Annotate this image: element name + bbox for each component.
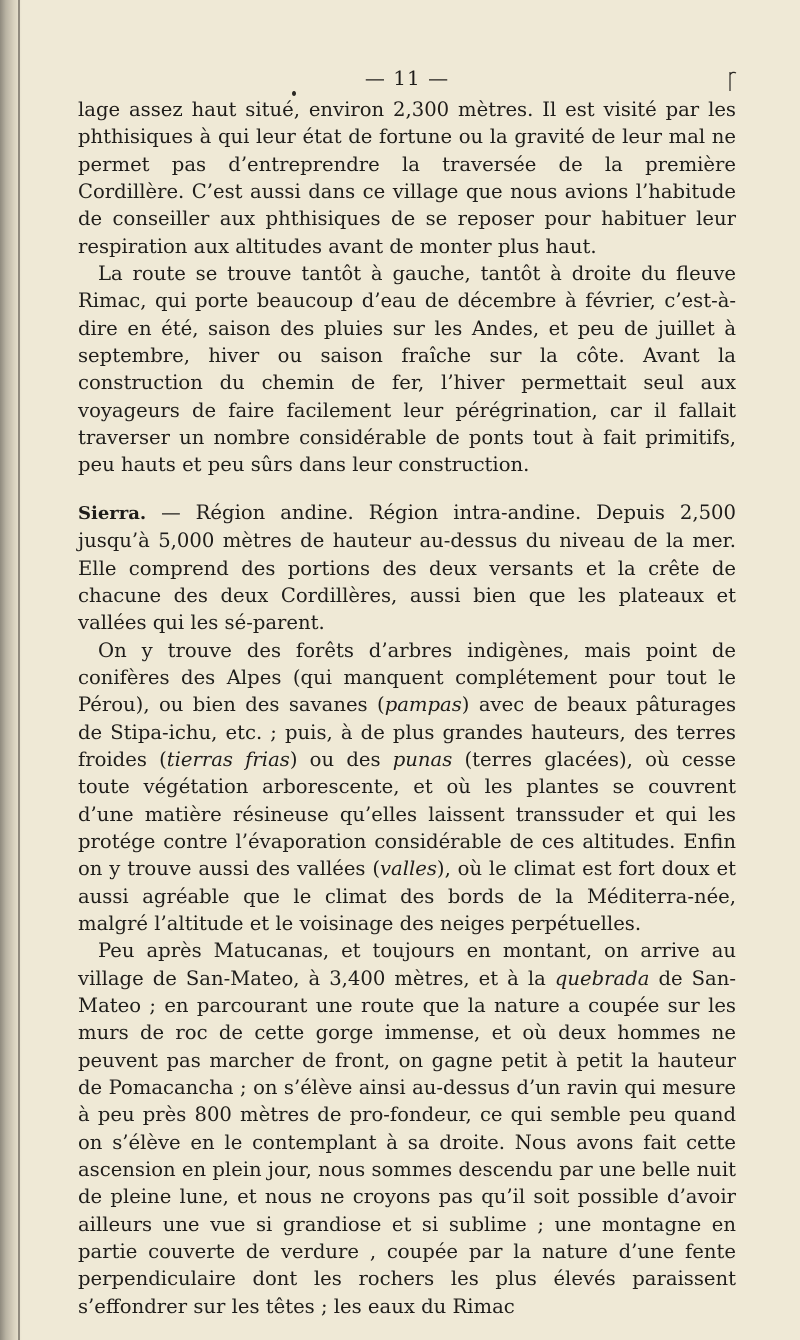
p4-text-3: ) ou des — [289, 747, 393, 771]
p4-text-4: (terres glacées), où cesse toute végétation arborescente, et où les plantes se couvrent d’une matière résineuse qu’elles laissent transsuder et qui les protége contre l’évaporation considérable de ces altitudes. Enfin on y trouve aussi des vallées ( — [78, 747, 736, 881]
page-text — [78, 64, 736, 1320]
page-number: — 11 — — [364, 66, 450, 90]
paragraph-1: lage assez haut situé, environ 2,300 mètres. Il est visité par les phthisiques à qui leur état de fortune ou la gravité de leur mal ne permet pas d’entreprendre la traversée de la première Cordillère. C’est aussi dans ce village que nous avions l’habitude de conseiller aux phthisiques de se reposer pour habituer leur respiration aux altitudes avant de monter plus haut. — [78, 98, 736, 258]
p5-text-2: de San-Mateo ; en parcourant une route que la nature a coupée sur les murs de roc de cette gorge immense, et où deux hommes ne peuvent pas marcher de front, on gagne petit à petit la hauteur de Pomacancha ; on s’élève ainsi au-dessus d’un ravin qui mesure à peu près 800 mètres de pro-fondeur, ce qui semble peu quand on s’élève en le contemplant à sa droite. Nous avons fait cette ascension en plein jour, nous sommes descendu par une belle nuit de pleine lune, et nous ne croyons pas qu’il soit possible d’avoir ailleurs une vue si grandiose et si sublime ; une montagne en partie couverte de verdure , coupée par la nature d’une fente perpendiculaire dont les rochers les plus élevés paraissent s’effondrer sur les têtes ; les eaux du Rimac — [78, 966, 736, 1318]
p4-text-1: On y trouve des forêts d’arbres indigènes, mais point de conifères des Alpes (qui manquent complétement pour tout le Pérou), ou bien des savanes ( — [78, 638, 736, 717]
p4-italic-tierras-frias: tierras frias — [166, 747, 290, 771]
p4-italic-valles: valles — [379, 857, 437, 881]
p4-text-2: ) avec de beaux pâturages de Stipa-ichu, etc. ; puis, à de plus grandes hauteurs, des terres froides ( — [78, 693, 737, 771]
paragraph-2: La route se trouve tantôt à gauche, tantôt à droite du fleuve Rimac, qui porte beaucoup d’eau de décembre à février, c’est-à-dire en été, saison des pluies sur les Andes, et peu de juillet à septembre, hiver ou saison fraîche sur la côte. Avant la construction du chemin de fer, l’hiver permettait seul aux voyageurs de faire facilement leur pérégrination, car il fallait traverser un nombre considérable de ponts tout à fait primitifs, peu hauts et peu sûrs dans leur construction. — [78, 262, 736, 477]
paragraph-sierra — [78, 499, 736, 637]
paragraph-5 — [78, 937, 736, 1320]
p4-text-5: ), où le climat est fort doux et aussi agréable que le climat des bords de la Méditerra-née, malgré l’altitude et le voisinage des neiges perpétuelles. — [78, 857, 736, 935]
sierra-text: — Région andine. Région intra-andine. Depuis 2,500 jusqu’à 5,000 mètres de hauteur au-dessus du niveau de la mer. Elle comprend des portions des deux versants et la crête de chacune des deux Cordillères, aussi bien que les plateaux et vallées qui les sé-parent. — [78, 500, 736, 635]
paragraph-4 — [78, 637, 736, 938]
p5-italic-quebrada: quebrada — [554, 966, 650, 990]
p5-text-1: Peu après Matucanas, et toujours en montant, on arrive au village de San-Mateo, à 3,400 mètres, et à la — [78, 939, 736, 990]
p4-italic-pampas: pampas — [384, 693, 462, 717]
section-title-sierra: Sierra. — [78, 502, 147, 524]
page-binding-line — [18, 0, 20, 1340]
p4-italic-punas: punas — [392, 747, 453, 771]
